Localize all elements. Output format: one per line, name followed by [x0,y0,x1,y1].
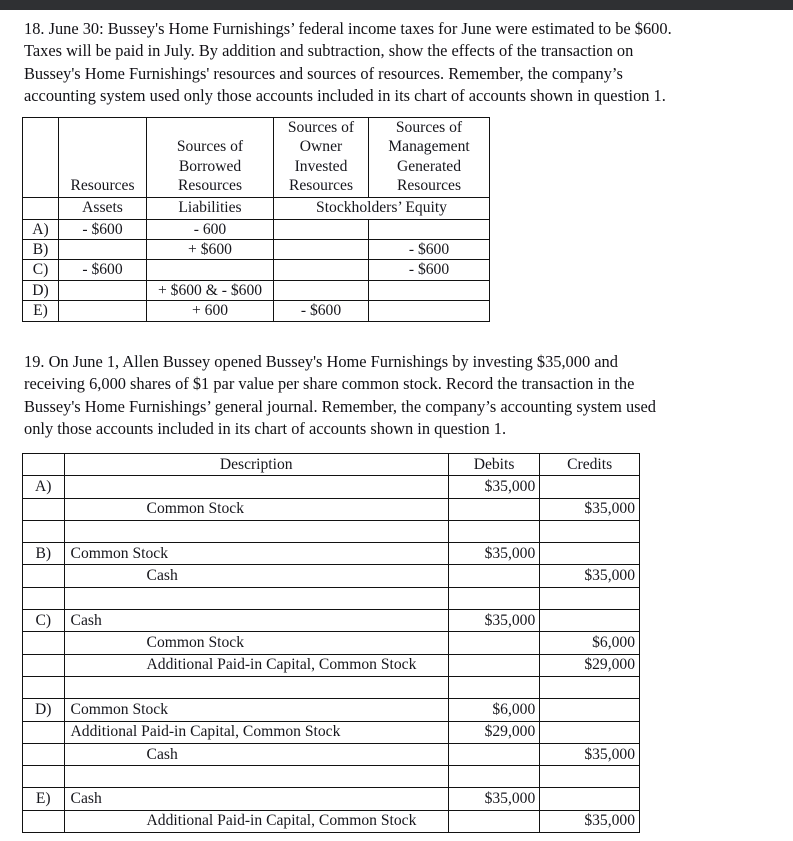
effects-header-owner-line-3: Invested [294,157,348,175]
effects-table [22,117,490,322]
journal-row-option [23,743,65,765]
effects-subheader-blank [23,197,59,219]
journal-spacer-row [23,676,640,698]
effects-row-assets: - $600 [59,219,147,239]
journal-spacer-row [23,587,640,609]
effects-header-resources [59,118,147,198]
journal-row-option [23,721,65,743]
journal-row-debits [448,676,539,698]
effects-header-borrowed-line-1: Sources of [176,138,244,156]
effects-row-assets: - $600 [59,260,147,280]
effects-row-owner [274,280,369,300]
effects-row-assets [59,280,147,300]
journal-row-credits [540,520,640,542]
effects-header-resources-line-1: Resources [70,177,135,195]
effects-row-owner [274,260,369,280]
journal-row-debits [448,498,539,520]
journal-row-option [23,654,65,676]
question-18-text [24,18,770,107]
effects-table-subheader-row [23,197,490,219]
journal-row-option [23,520,65,542]
question-19-line-2: receiving 6,000 shares of $1 par value per share common stock. Record the transaction in the [24,374,635,394]
journal-entry-row [23,788,640,810]
journal-row-description: Common Stock [64,632,448,654]
journal-row-option [23,587,65,609]
effects-row-liabilities: + 600 [147,301,274,321]
effects-table-row [23,219,490,239]
journal-row-credits: $35,000 [540,498,640,520]
journal-row-credits: $29,000 [540,654,640,676]
journal-row-description: Additional Paid-in Capital, Common Stock [64,810,448,832]
effects-row-liabilities: + $600 [147,240,274,260]
effects-table-row [23,301,490,321]
effects-table-header-row [23,118,490,198]
journal-row-credits [540,699,640,721]
question-18-line-1: 18. June 30: Bussey's Home Furnishings’ federal income taxes for June were estimated to be $600. [24,19,672,38]
journal-row-credits [540,610,640,632]
effects-table-row [23,280,490,300]
journal-entry-row [23,632,640,654]
journal-header-row [23,454,640,476]
journal-row-debits: $35,000 [448,788,539,810]
journal-row-credits [540,766,640,788]
journal-row-credits: $35,000 [540,565,640,587]
journal-row-description: Common Stock [64,543,448,565]
effects-row-management [369,280,490,300]
journal-entry-row [23,498,640,520]
journal-row-debits: $35,000 [448,476,539,498]
effects-row-liabilities: - 600 [147,219,274,239]
journal-entry-row [23,810,640,832]
journal-table [22,453,640,833]
effects-header-management-line-4: Resources [396,177,462,195]
journal-row-debits: $29,000 [448,721,539,743]
journal-row-description: Cash [64,743,448,765]
effects-subheader-liabilities: Liabilities [147,197,274,219]
effects-header-owner-line-1: Sources of [287,119,355,136]
journal-header-debits: Debits [448,454,539,476]
journal-row-debits [448,632,539,654]
question-19-text [24,351,766,440]
effects-header-management-line-3: Generated [396,157,462,175]
journal-row-option: B) [23,543,65,565]
journal-row-option: A) [23,476,65,498]
journal-spacer-row [23,520,640,542]
effects-header-borrowed-line-2: Borrowed [178,157,242,175]
journal-row-credits: $35,000 [540,810,640,832]
journal-row-description: Additional Paid-in Capital, Common Stock [64,721,448,743]
effects-table-row [23,260,490,280]
question-19-line-4: only those accounts included in its chart of accounts shown in question 1. [24,418,507,438]
journal-row-debits [448,520,539,542]
question-19-line-1: 19. On June 1, Allen Bussey opened Bussey's Home Furnishings by investing $35,000 and [24,352,618,371]
journal-row-debits [448,654,539,676]
journal-row-description [64,520,448,542]
journal-row-description: Common Stock [64,699,448,721]
journal-entry-row [23,565,640,587]
effects-subheader-assets: Assets [59,197,147,219]
journal-row-description [64,587,448,609]
journal-entry-row [23,476,640,498]
effects-subheader-equity: Stockholders’ Equity [274,197,490,219]
effects-row-option: E) [23,301,59,321]
effects-row-management: - $600 [369,260,490,280]
journal-row-debits [448,743,539,765]
journal-entry-row [23,699,640,721]
journal-row-credits [540,476,640,498]
effects-row-assets [59,301,147,321]
effects-row-management: - $600 [369,240,490,260]
question-18-line-2: Taxes will be paid in July. By addition and subtraction, show the effects of the transaction on [24,41,634,61]
top-dark-bar [0,0,793,10]
journal-row-debits [448,565,539,587]
journal-entry-row [23,654,640,676]
journal-row-description [64,766,448,788]
journal-row-option [23,632,65,654]
journal-entry-row [23,743,640,765]
effects-header-owner [274,118,369,198]
journal-row-debits [448,810,539,832]
effects-row-owner: - $600 [274,301,369,321]
effects-header-owner-line-2: Owner [299,138,343,156]
effects-header-blank [23,118,59,198]
effects-row-option: D) [23,280,59,300]
journal-entry-row [23,610,640,632]
effects-row-management [369,219,490,239]
effects-table-row [23,240,490,260]
journal-row-credits [540,676,640,698]
effects-row-liabilities [147,260,274,280]
effects-header-management-line-2: Management [388,138,470,156]
journal-header-description: Description [64,454,448,476]
journal-row-description [64,676,448,698]
journal-row-debits: $35,000 [448,543,539,565]
journal-row-option: C) [23,610,65,632]
journal-entry-row [23,721,640,743]
journal-row-description: Cash [64,610,448,632]
effects-row-option: C) [23,260,59,280]
journal-row-description: Cash [64,565,448,587]
question-18-line-4: accounting system used only those accounts included in its chart of accounts shown in question 1. [24,85,666,105]
journal-row-credits: $35,000 [540,743,640,765]
effects-row-assets [59,240,147,260]
effects-row-liabilities: + $600 & - $600 [147,280,274,300]
journal-row-description: Additional Paid-in Capital, Common Stock [64,654,448,676]
effects-row-option: A) [23,219,59,239]
journal-spacer-row [23,766,640,788]
effects-header-management-line-1: Sources of [395,119,463,136]
journal-row-description: Common Stock [64,498,448,520]
effects-row-owner [274,219,369,239]
journal-header-option [23,454,65,476]
journal-row-credits [540,788,640,810]
question-19-line-3: Bussey's Home Furnishings’ general journal. Remember, the company’s accounting system used [24,396,656,416]
question-18-line-3: Bussey's Home Furnishings' resources and sources of resources. Remember, the company’s [24,63,623,83]
effects-header-borrowed-line-3: Resources [177,177,243,195]
journal-row-credits [540,721,640,743]
journal-row-option [23,676,65,698]
effects-header-owner-line-4: Resources [288,177,354,195]
journal-row-option [23,565,65,587]
journal-row-credits: $6,000 [540,632,640,654]
journal-row-credits [540,587,640,609]
journal-row-option [23,810,65,832]
effects-table-body [23,219,490,321]
journal-table-body [23,476,640,833]
journal-row-credits [540,543,640,565]
journal-row-debits [448,587,539,609]
journal-row-debits [448,766,539,788]
journal-row-description [64,476,448,498]
journal-row-option: D) [23,699,65,721]
journal-row-option [23,766,65,788]
journal-row-option: E) [23,788,65,810]
effects-row-option: B) [23,240,59,260]
effects-header-management [369,118,490,198]
journal-header-credits: Credits [540,454,640,476]
effects-row-owner [274,240,369,260]
journal-row-debits: $35,000 [448,610,539,632]
journal-row-debits: $6,000 [448,699,539,721]
journal-row-description: Cash [64,788,448,810]
effects-header-borrowed [147,118,274,198]
effects-row-management [369,301,490,321]
journal-row-option [23,498,65,520]
journal-entry-row [23,543,640,565]
